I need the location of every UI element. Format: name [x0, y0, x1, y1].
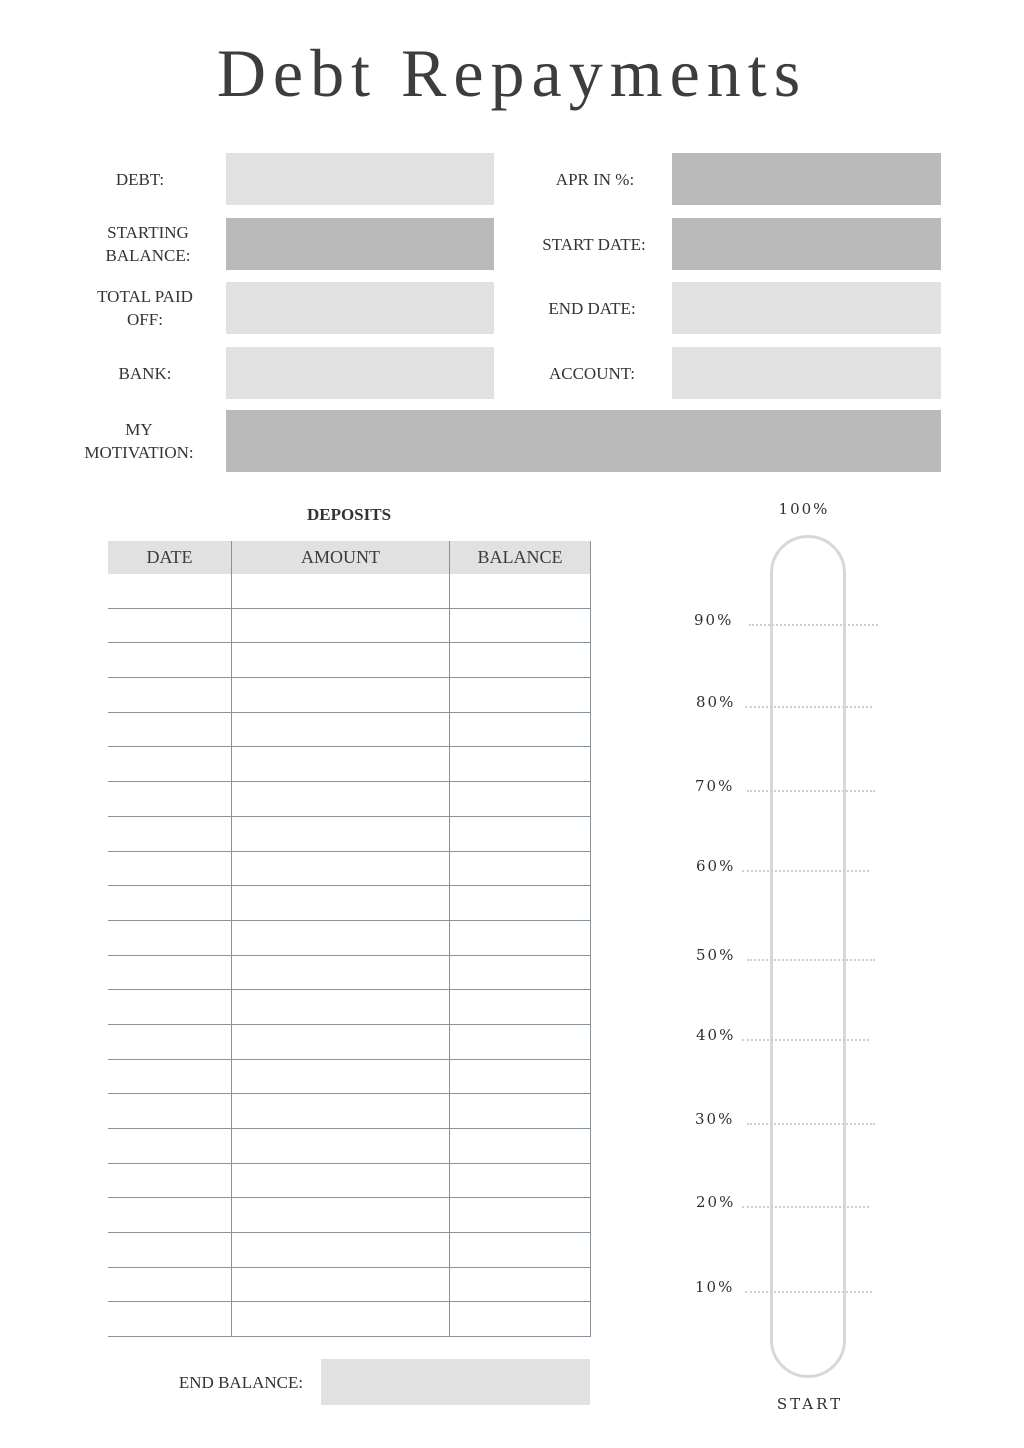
cell-amount: [232, 1267, 450, 1302]
balance-input[interactable]: [450, 921, 590, 955]
apr-field[interactable]: [672, 153, 941, 205]
balance-input[interactable]: [450, 852, 590, 886]
balance-input[interactable]: [450, 1302, 590, 1336]
cell-date: [108, 886, 232, 921]
date-input[interactable]: [108, 921, 231, 955]
amount-input[interactable]: [232, 678, 449, 712]
cell-date: [108, 955, 232, 990]
cell-balance: [450, 712, 591, 747]
date-input[interactable]: [108, 1268, 231, 1302]
cell-amount: [232, 678, 450, 713]
starting-balance-label-line1: STARTING: [107, 223, 189, 242]
total-paid-off-label-line2: OFF:: [127, 310, 163, 329]
balance-input[interactable]: [450, 1198, 590, 1232]
cell-amount: [232, 920, 450, 955]
cell-date: [108, 920, 232, 955]
deposits-table: [108, 541, 591, 1337]
progress-thermometer: [770, 535, 846, 1378]
amount-input[interactable]: [232, 1198, 449, 1232]
table-row: [108, 712, 591, 747]
table-row: [108, 990, 591, 1025]
cell-amount: [232, 782, 450, 817]
date-input[interactable]: [108, 1094, 231, 1128]
starting-balance-field[interactable]: [226, 218, 494, 270]
cell-date: [108, 1024, 232, 1059]
cell-amount: [232, 1024, 450, 1059]
cell-amount: [232, 816, 450, 851]
amount-input[interactable]: [232, 1268, 449, 1302]
amount-input[interactable]: [232, 782, 449, 816]
cell-date: [108, 1059, 232, 1094]
amount-input[interactable]: [232, 609, 449, 643]
balance-input[interactable]: [450, 747, 590, 781]
balance-input[interactable]: [450, 1025, 590, 1059]
cell-amount: [232, 1129, 450, 1164]
date-input[interactable]: [108, 852, 231, 886]
table-row: [108, 1094, 591, 1129]
progress-mark-label: 90%: [694, 611, 734, 629]
balance-input[interactable]: [450, 678, 590, 712]
page-title: Debt Repayments: [216, 35, 808, 111]
cell-balance: [450, 678, 591, 713]
cell-amount: [232, 747, 450, 782]
date-input[interactable]: [108, 643, 231, 677]
date-input[interactable]: [108, 1025, 231, 1059]
cell-amount: [232, 851, 450, 886]
date-input[interactable]: [108, 574, 231, 608]
balance-input[interactable]: [450, 609, 590, 643]
amount-input[interactable]: [232, 643, 449, 677]
cell-balance: [450, 920, 591, 955]
amount-input[interactable]: [232, 1025, 449, 1059]
balance-input[interactable]: [450, 574, 590, 608]
table-row: [108, 851, 591, 886]
cell-balance: [450, 1163, 591, 1198]
cell-date: [108, 1302, 232, 1337]
cell-amount: [232, 886, 450, 921]
progress-mark-dotted-line: [747, 1123, 875, 1125]
bank-field[interactable]: [226, 347, 494, 399]
balance-input[interactable]: [450, 713, 590, 747]
table-row: [108, 608, 591, 643]
table-row: [108, 886, 591, 921]
cell-date: [108, 1233, 232, 1268]
motivation-field[interactable]: [226, 410, 941, 472]
cell-amount: [232, 1163, 450, 1198]
date-input[interactable]: [108, 1198, 231, 1232]
cell-amount: [232, 1233, 450, 1268]
progress-start-label: START: [776, 1395, 844, 1413]
cell-balance: [450, 643, 591, 678]
amount-input[interactable]: [232, 574, 449, 608]
cell-amount: [232, 643, 450, 678]
progress-mark-dotted-line: [745, 1291, 872, 1293]
cell-amount: [232, 1198, 450, 1233]
deposits-body: [108, 574, 591, 1337]
balance-input[interactable]: [450, 1094, 590, 1128]
table-row: [108, 1163, 591, 1198]
progress-mark-dotted-line: [742, 1039, 869, 1041]
table-row: [108, 1059, 591, 1094]
cell-balance: [450, 747, 591, 782]
amount-input[interactable]: [232, 817, 449, 851]
amount-input[interactable]: [232, 747, 449, 781]
cell-date: [108, 782, 232, 817]
balance-input[interactable]: [450, 1233, 590, 1267]
cell-amount: [232, 608, 450, 643]
table-row: [108, 1267, 591, 1302]
start-date-label: START DATE:: [542, 234, 646, 254]
cell-balance: [450, 1059, 591, 1094]
date-input[interactable]: [108, 609, 231, 643]
cell-balance: [450, 1302, 591, 1337]
table-row: [108, 678, 591, 713]
balance-input[interactable]: [450, 1268, 590, 1302]
cell-balance: [450, 851, 591, 886]
cell-date: [108, 1198, 232, 1233]
debt-field[interactable]: [226, 153, 494, 205]
balance-input[interactable]: [450, 1129, 590, 1163]
progress-mark-dotted-line: [745, 706, 872, 708]
cell-date: [108, 1129, 232, 1164]
date-input[interactable]: [108, 956, 231, 990]
cell-amount: [232, 574, 450, 608]
cell-date: [108, 574, 232, 608]
amount-input[interactable]: [232, 852, 449, 886]
cell-balance: [450, 955, 591, 990]
cell-date: [108, 747, 232, 782]
cell-amount: [232, 955, 450, 990]
amount-input[interactable]: [232, 1302, 449, 1336]
date-input[interactable]: [108, 678, 231, 712]
amount-input[interactable]: [232, 990, 449, 1024]
starting-balance-label-line2: BALANCE:: [105, 246, 191, 265]
column-header-date: DATE: [108, 541, 232, 574]
amount-input[interactable]: [232, 1060, 449, 1094]
table-row: [108, 1302, 591, 1337]
cell-balance: [450, 990, 591, 1025]
cell-date: [108, 678, 232, 713]
cell-amount: [232, 712, 450, 747]
progress-mark-label: 10%: [695, 1278, 735, 1296]
total-paid-off-field[interactable]: [226, 282, 494, 334]
debt-label: DEBT:: [115, 169, 165, 189]
amount-input[interactable]: [232, 956, 449, 990]
cell-balance: [450, 782, 591, 817]
progress-mark-label: 70%: [695, 777, 735, 795]
table-row: [108, 955, 591, 990]
motivation-label: [64, 410, 214, 472]
amount-input[interactable]: [232, 921, 449, 955]
cell-balance: [450, 1129, 591, 1164]
table-row: [108, 816, 591, 851]
table-row: [108, 1233, 591, 1268]
start-date-field[interactable]: [672, 218, 941, 270]
balance-input[interactable]: [450, 643, 590, 677]
end-balance-field[interactable]: [321, 1359, 590, 1405]
date-input[interactable]: [108, 1233, 231, 1267]
progress-mark-dotted-line: [749, 624, 878, 626]
account-field[interactable]: [672, 347, 941, 399]
balance-input[interactable]: [450, 956, 590, 990]
amount-input[interactable]: [232, 1164, 449, 1198]
account-label: ACCOUNT:: [548, 363, 636, 383]
balance-input[interactable]: [450, 886, 590, 920]
date-input[interactable]: [108, 1302, 231, 1336]
cell-amount: [232, 990, 450, 1025]
bank-label: BANK:: [118, 363, 172, 383]
table-row: [108, 643, 591, 678]
balance-input[interactable]: [450, 1060, 590, 1094]
cell-balance: [450, 608, 591, 643]
deposits-title: DEPOSITS: [306, 505, 392, 524]
table-row: [108, 1198, 591, 1233]
cell-date: [108, 816, 232, 851]
total-paid-off-label-line1: TOTAL PAID: [97, 287, 193, 306]
table-row: [108, 747, 591, 782]
balance-input[interactable]: [450, 1164, 590, 1198]
table-row: [108, 1129, 591, 1164]
balance-input[interactable]: [450, 782, 590, 816]
date-input[interactable]: [108, 886, 231, 920]
apr-label: APR IN %:: [555, 169, 635, 189]
date-input[interactable]: [108, 990, 231, 1024]
table-row: [108, 920, 591, 955]
progress-mark-label: 60%: [696, 857, 736, 875]
cell-date: [108, 712, 232, 747]
cell-date: [108, 1267, 232, 1302]
progress-top-label: 100%: [778, 500, 830, 518]
date-input[interactable]: [108, 817, 231, 851]
amount-input[interactable]: [232, 1233, 449, 1267]
balance-input[interactable]: [450, 990, 590, 1024]
motivation-label-line1: MY: [125, 420, 153, 439]
cell-date: [108, 1163, 232, 1198]
end-balance-label: END BALANCE:: [178, 1372, 304, 1392]
progress-mark-label: 80%: [696, 693, 736, 711]
cell-balance: [450, 1094, 591, 1129]
total-paid-off-label: [70, 282, 220, 334]
cell-amount: [232, 1059, 450, 1094]
progress-mark-label: 20%: [696, 1193, 736, 1211]
table-row: [108, 782, 591, 817]
cell-amount: [232, 1094, 450, 1129]
date-input[interactable]: [108, 1164, 231, 1198]
cell-balance: [450, 1198, 591, 1233]
cell-balance: [450, 1267, 591, 1302]
column-header-amount: AMOUNT: [232, 541, 450, 574]
date-input[interactable]: [108, 1060, 231, 1094]
end-date-field[interactable]: [672, 282, 941, 334]
deposits-header-row: [108, 541, 591, 574]
cell-balance: [450, 816, 591, 851]
end-date-label: END DATE:: [548, 298, 636, 318]
cell-amount: [232, 1302, 450, 1337]
cell-date: [108, 643, 232, 678]
amount-input[interactable]: [232, 886, 449, 920]
balance-input[interactable]: [450, 817, 590, 851]
progress-mark-label: 30%: [695, 1110, 735, 1128]
progress-mark-dotted-line: [747, 790, 875, 792]
date-input[interactable]: [108, 713, 231, 747]
motivation-label-line2: MOTIVATION:: [84, 443, 194, 462]
date-input[interactable]: [108, 1129, 231, 1163]
amount-input[interactable]: [232, 1094, 449, 1128]
column-header-balance: BALANCE: [450, 541, 591, 574]
progress-mark-dotted-line: [742, 870, 869, 872]
amount-input[interactable]: [232, 1129, 449, 1163]
cell-balance: [450, 1233, 591, 1268]
starting-balance-label: [70, 218, 226, 270]
cell-balance: [450, 1024, 591, 1059]
cell-date: [108, 851, 232, 886]
cell-date: [108, 608, 232, 643]
cell-date: [108, 1094, 232, 1129]
date-input[interactable]: [108, 782, 231, 816]
amount-input[interactable]: [232, 713, 449, 747]
cell-balance: [450, 574, 591, 608]
cell-date: [108, 990, 232, 1025]
progress-mark-label: 40%: [696, 1026, 736, 1044]
progress-mark-dotted-line: [747, 959, 875, 961]
date-input[interactable]: [108, 747, 231, 781]
table-row: [108, 1024, 591, 1059]
progress-mark-dotted-line: [742, 1206, 869, 1208]
table-row: [108, 574, 591, 608]
cell-balance: [450, 886, 591, 921]
progress-mark-label: 50%: [696, 946, 736, 964]
